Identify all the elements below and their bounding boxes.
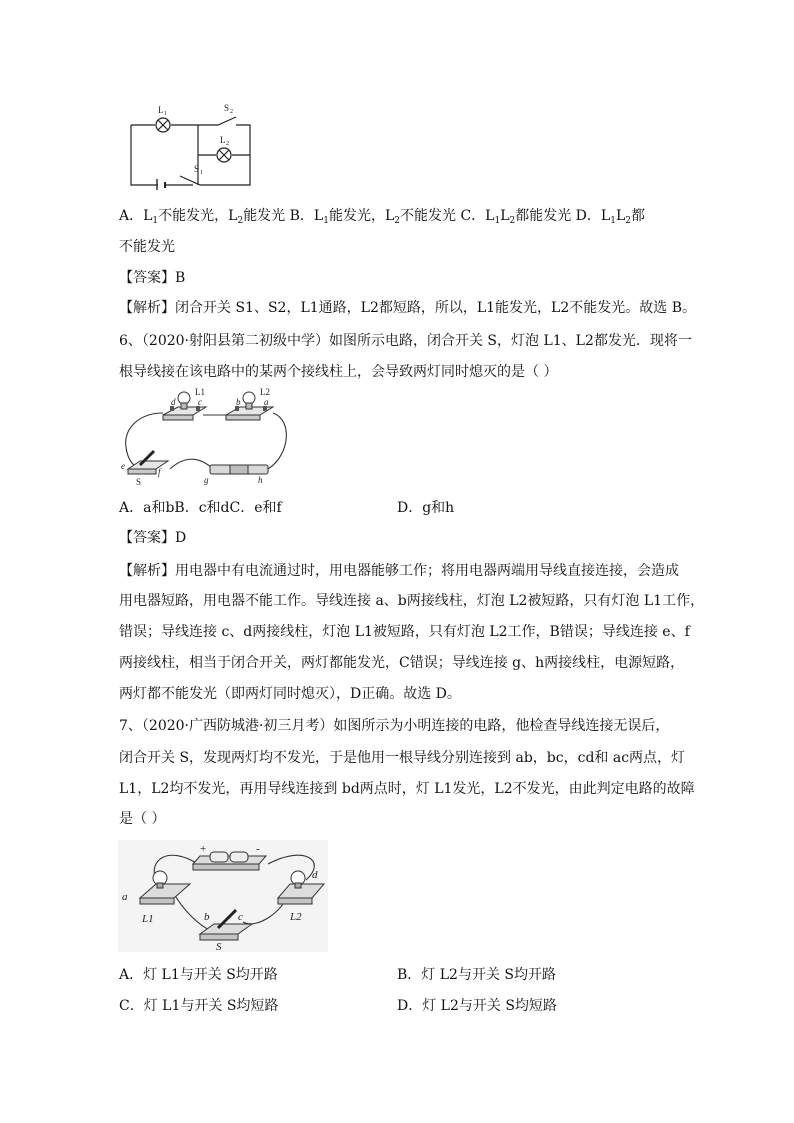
q5-opt-text: 都 [630,208,645,224]
q5-answer: 【答案】B [119,270,186,286]
q6-stem-line2: 根导线接在该电路中的某两个接线柱上，会导致两灯同时熄灭的是（ ） [119,364,558,380]
q6-label-s: S [136,477,142,487]
q5-opt-text: 都能发光 D．L [515,208,611,224]
q7-label-c: c [238,911,243,923]
q6-analysis-line3: 错误；导线连接 c、d两接线柱，灯泡 L1被短路，只有灯泡 L2工作，B错误；导线连接 e、f [119,624,690,640]
subscript: 2 [237,216,244,226]
q5-label-s2: S [224,103,230,113]
q6-label-l2: L2 [260,387,270,397]
q5-label-s2-sub: 2 [230,109,233,115]
q6-label-b: b [236,397,241,407]
q6-circuit-picture [118,385,293,490]
q7-stem-line4: 是（ ） [119,811,166,827]
q5-label-l2: L [220,135,226,145]
subscript: 1 [152,216,159,226]
q7-option-b: B．灯 L2与开关 S均开路 [397,967,556,983]
q5-options-line2: 不能发光 [119,239,175,255]
q5-opt-text: L [615,208,626,224]
q7-label-minus: - [256,843,260,855]
q6-options-abc: A．a和bB．c和dC．e和f [119,500,282,516]
q7-label-b: b [204,911,210,923]
subscript: 1 [323,216,329,226]
q7-label-plus: + [200,843,207,855]
q7-option-d: D．灯 L2与开关 S均短路 [397,998,557,1014]
q7-label-l1: L1 [142,913,154,925]
q7-stem-line1: 7、（2020·广西防城港·初三月考）如图所示为小明连接的电路，他检查导线连接无误后， [119,718,670,734]
q6-analysis-line4: 两接线柱，相当于闭合开关，两灯都能发光，C错误；导线连接 g、h两接线柱，电源短路， [119,655,685,671]
q5-label-l1-sub: 1 [164,111,167,117]
q5-opt-text: 不能发光 C．L [400,208,495,224]
q6-analysis-line1: 【解析】用电器中有电流通过时，用电器能够工作；将用电器两端用导线直接连接，会造成 [119,563,679,579]
q6-label-e: e [121,461,125,471]
q7-option-c: C．灯 L1与开关 S均短路 [119,998,279,1014]
subscript: 2 [625,216,631,226]
q5-opt-text: 不能发光，L [158,208,238,224]
q7-stem-line2: 闭合开关 S，发现两灯均不发光，于是他用一根导线分别连接到 ab，bc，cd和 ac两点，灯 [119,750,686,766]
q7-circuit-picture [118,840,328,952]
subscript: 2 [394,216,400,226]
q5-options-line1 [119,206,645,226]
q5-label-l1: L [158,105,164,115]
q6-analysis-line5: 两灯都不能发光（即两灯同时熄灭），D正确。故选 D。 [119,686,461,702]
q6-label-l1: L1 [195,387,205,397]
q7-stem-line3: L1，L2均不发光，再用导线连接到 bd两点时，灯 L1发光，L2不发光，由此判定电路的故障 [119,781,695,797]
q5-label-s1: S [194,164,200,174]
q7-label-d: d [312,869,318,881]
q6-answer: 【答案】D [119,530,187,546]
q5-opt-text: A．L [119,208,153,224]
q6-label-g: g [204,475,209,485]
q5-opt-text: L [500,208,510,224]
q7-label-a: a [122,891,128,903]
q6-analysis-line2: 用电器短路，用电器不能工作。导线连接 a、b两接线柱，灯泡 L2被短路，只有灯泡 L1工作， [119,593,705,609]
q6-option-d: D．g和h [397,500,455,516]
q7-label-l2: L2 [290,911,302,923]
q7-label-s: S [216,941,222,952]
q6-stem-line1: 6、（2020·射阳县第二初级中学）如图所示电路，闭合开关 S，灯泡 L1、L2都发光．现将一 [119,333,692,349]
q5-opt-text: 能发光 B．L [243,208,324,224]
q6-label-d: d [171,397,176,407]
q5-label-s1-sub: 1 [200,170,203,176]
subscript: 2 [509,216,516,226]
q6-label-f: f [158,467,161,477]
subscript: 1 [494,216,501,226]
q5-label-l2-sub: 2 [226,141,229,147]
subscript: 1 [610,216,616,226]
q6-label-h: h [258,475,263,485]
q7-option-a: A．灯 L1与开关 S均开路 [119,967,278,983]
q5-analysis: 【解析】闭合开关 S1、S2，L1通路，L2都短路，所以，L1能发光，L2不能发光。故选 B。 [119,300,696,316]
q5-opt-text: 能发光，L [328,208,395,224]
q5-circuit-diagram [128,100,253,190]
q6-label-a: a [264,397,269,407]
q6-label-c: c [198,397,202,407]
